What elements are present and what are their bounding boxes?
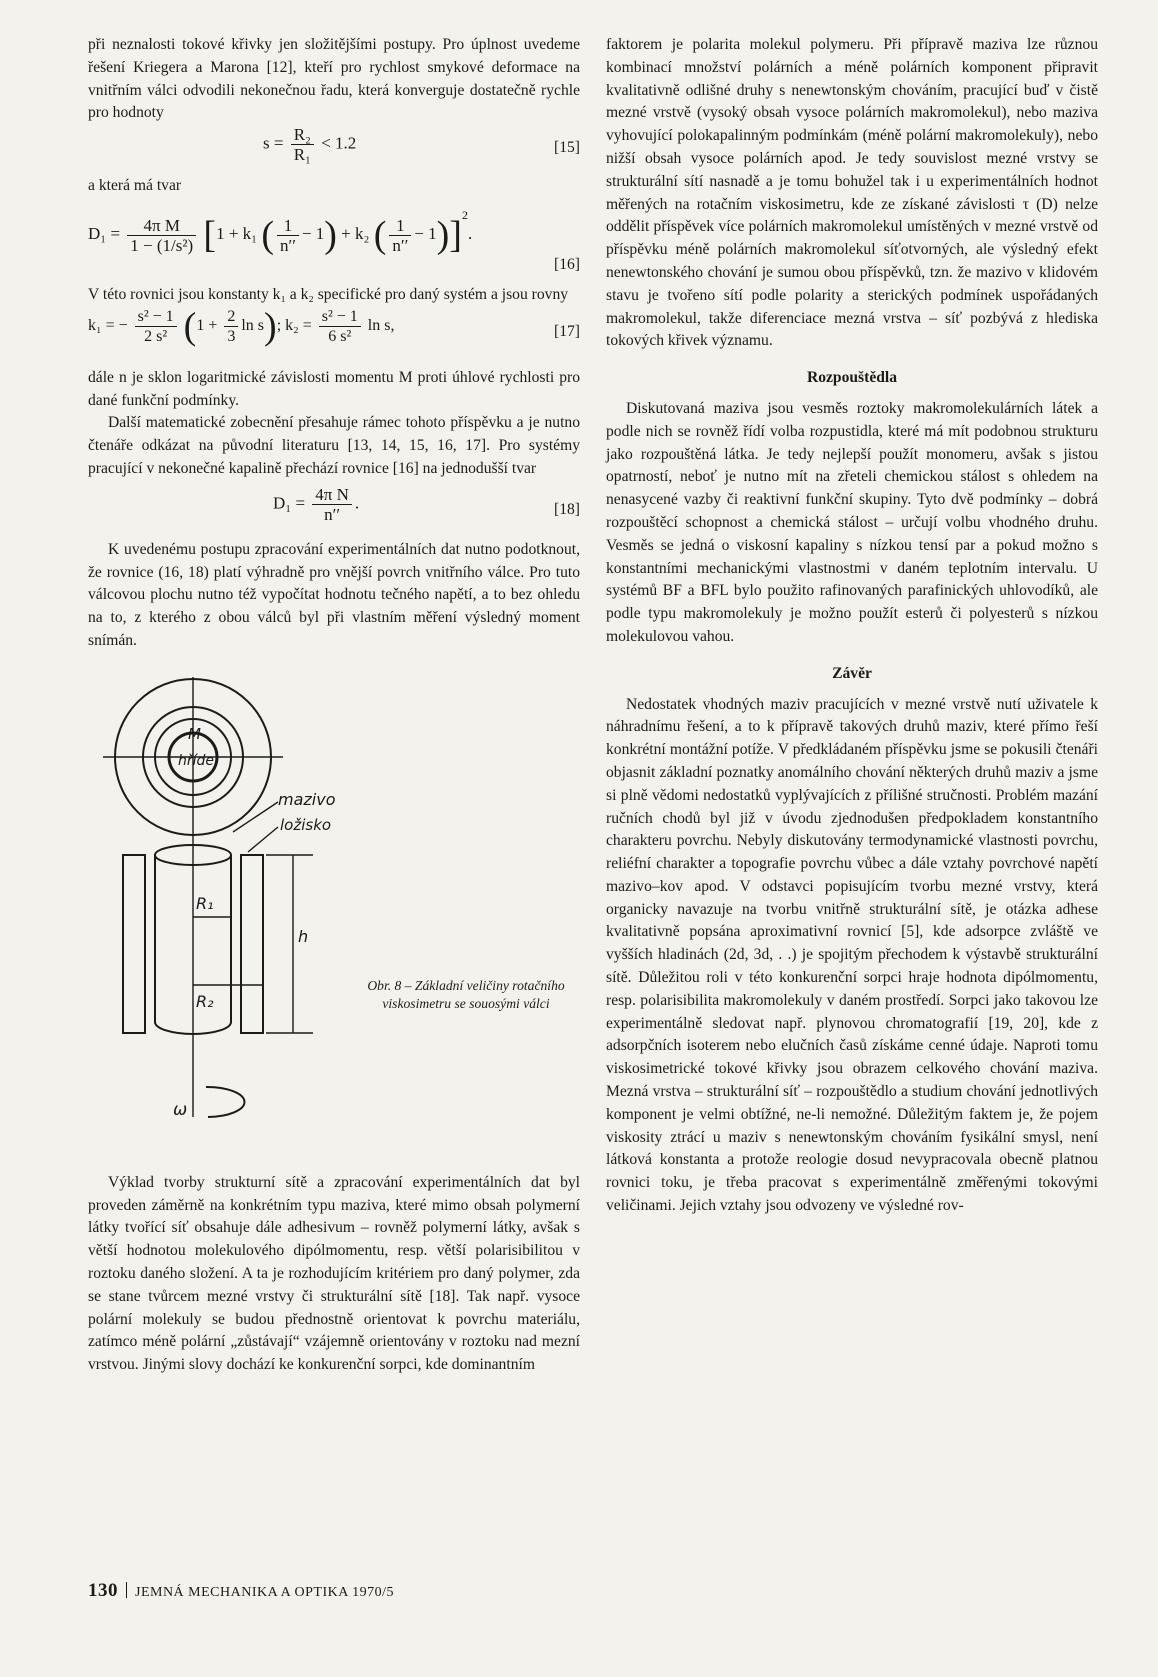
equation-number: [15] [554, 139, 580, 157]
page-number: 130 [88, 1580, 118, 1601]
figure-caption: Obr. 8 – Základní veličiny rotačního viskosimetru se souosými válci [367, 977, 565, 1011]
right-column [606, 34, 1098, 1218]
equation-number: [17] [554, 322, 580, 340]
fraction: $\frac{\text{R₂}}{\text{R₁}}$ [291, 125, 314, 164]
paragraph: a která má tvar [88, 177, 182, 195]
left-column [88, 34, 580, 1377]
fraction: $\frac{\text{4π N}}{n''}$ [312, 485, 352, 524]
paragraph: V této rovnici jsou konstanty k₁ a k₂ specifické pro daný systém a jsou rovny [88, 285, 569, 303]
page-footer [88, 1580, 394, 1602]
paragraph: Diskutovaná maziva jsou vesměs roztoky makromolekulárních látek a podle nich se rovněž řídí volba rozpustidla, které má mít podobnou strukturu jako rozpouštěná látka. Je tedy nejlepší použít monomeru, avšak s jistou opatrností, neboť je nutno mít na zřeteli chemickou stálost s ohledem na nenasycené vazby či reaktivní funkční skupiny. Tyto dvě podmínky – dobrá rozpouštěcí schopnost a chemická stálost – určují volbu vhodného druhu. Vesměs se jedná o viskosní kapaliny s nízkou tensí par a pokud možno s konstantními mechanickými vlastnostmi v daném teplotním intervalu. U systémů BF a BFL bylo použito rafinovaných parafinických uhlovodíků, ale podle typu makromolekuly je možno použít esterů či polyesterů s nízkou molekulovou vahou. [606, 399, 1098, 645]
fraction: $\frac{2}{3}$ [224, 307, 238, 346]
paragraph: Výklad tvorby strukturní sítě a zpracování experimentálních dat byl proveden záměrně na konkrétním typu maziva, které mimo obsah polymerní látky tvořící síť obsahuje dále adhesivum – rovněž polymerní látky, avšak s větší hodnotou molekulového dipólmomentu, resp. větší polarisibilitou v roztoku daného složení. A ta je rozhodujícím kritériem pro daný polymer, zda se stane tvůrcem mezné vrstvy či strukturální sítě [18]. Tak např. vysoce polární molekuly se budou přednostně orientovat k povrchu materiálu, zatímco méně polární „zůstávají“ vzájemně orientovány v roztoku nad mezní vrstvou. Jinými slovy dochází ke konkurenční sorpci, kde dominantním [88, 1173, 580, 1374]
lubricant-label: mazivo [278, 789, 336, 809]
omega-label: ω [173, 1099, 188, 1120]
fraction: $\frac{\text{4π M}}{\text{1 − (1/s²)}}$ [127, 216, 196, 255]
fraction: $\frac{\text{s² − 1}}{\text{6 s²}}$ [319, 307, 361, 346]
equation-18: D₁ = $\frac{\text{4π N}}{n''}$ . [18] [273, 484, 580, 524]
r1-label: R₁ [196, 893, 214, 913]
equation-17: k₁ = − $\frac{\text{s² − 1}}{\text{2 s²}}$ (1 + $\frac{2}{3}$ ln s); k₂ = $\frac{\text{s² − 1}}{\text{6 s²}}$ ln s, [17] [88, 305, 580, 348]
section-heading: Rozpouštědla [806, 369, 898, 387]
fraction: $\frac{1}{n''}$ [277, 216, 299, 255]
shaft-label: hřídel [178, 752, 218, 769]
paragraph: Další matematické zobecnění přesahuje rámec tohoto příspěvku a je nutno čtenáře odkázat na původní literaturu [13, 14, 15, 16, 17]. Pro systémy pracující v nekonečné kapalině přechází rovnice [16] na jednodušší tvar [88, 414, 580, 477]
viscometer-diagram [88, 677, 580, 1142]
fraction: $\frac{1}{n''}$ [389, 216, 411, 255]
equation-number: [18] [554, 500, 580, 518]
paragraph: při neznalosti tokové křivky jen složitějšími postupy. Pro úplnost uvedeme řešení Kriegera a Marona [12], kteří pro rychlost smykové deformace na vnitřním válci odvodili nekonečnou řadu, která konverguje dostatečně rychle pro hodnoty [88, 36, 580, 122]
fraction: $\frac{\text{s² − 1}}{\text{2 s²}}$ [135, 307, 177, 346]
section-heading: Závěr [832, 664, 872, 682]
equation-15: s = $\frac{\text{R₂}}{\text{R₁}}$ < 1.2 [15] [263, 125, 580, 165]
figure-8 [88, 677, 580, 1142]
equation-16: D₁ = $\frac{\text{4π M}}{\text{1 − (1/s²)}}$ [1 + k₁ ( $\frac{1}{n''}$ − 1) + k₂ ( $\frac{1}{n''}$ − 1)]$^2$. [88, 207, 473, 257]
moment-label: M [188, 724, 201, 743]
journal-name: JEMNÁ MECHANIKA A OPTIKA 1970/5 [135, 1585, 394, 1600]
paragraph: faktorem je polarita molekul polymeru. Při přípravě maziva lze různou kombinací množství polárních a méně polárních komponent připravit kvalitativně odlišné druhy s nenewtonským chováním, pracující buď v čistě mezné vrstvě (vysoký obsah vysoce polárních makromolekul), nebo maziva vyhovující polokapalinným podmínkám (méně polární makromolekuly), nebo nižší obsah vysoce polárních apod. Je tedy souvislost mezné vrstvy se strukturální sítí nasnadě a je tomu bohužel tak i u experimentálních hodnot měřených na rotačním viskosimetru, kde ze získané závislosti τ (D) nelze oddělit příspěvek více polárních makromolekul umístěných v mezné vrstvě od příspěvku méně polárních makromolekul síťotvorných, ale výsledný efekt nenewtonského chování je sumou obou příspěvků, tzn. že mazivo v klidovém stavu je tvořeno sítí podle polarity a sterických podmínek uspořádaných makromolekul, takže diferenciace mezná vrstva – síť pozbývá z hlediska tokových křivek významu. [606, 36, 1098, 350]
r2-label: R₂ [196, 991, 214, 1011]
paragraph: K uvedenému postupu zpracování experimentálních dat nutno podotknout, že rovnice (16, 18) platí výhradně pro vnější povrch vnitřního válce. Pro tuto válcovou plochu nutno též vypočítat hodnotu tečného napětí, a to bez ohledu na to, z kterého z obou válců byl při vlastním měření výsledný moment snímán. [88, 540, 580, 649]
height-label: h [298, 926, 309, 946]
bearing-label: ložisko [280, 815, 332, 834]
paragraph: Nedostatek vhodných maziv pracujících v mezné vrstvě nutí uživatele k náhradnímu řešení, a to k přípravě takových druhů maziv, které přímo řeší konkrétní montážní potíže. V předkládaném příspěvku jsme se pokusili čtenáři objasnit základní poznatky anomálního chování některých druhů maziv a jsme si plně vědomi nedostatků vyplývajících z přílišné stručnosti. Problém mazání ručních chodů byl již v úvodu zjednodušen předpokladem konstantního charakteru povrchu. Nebyly diskutovány termodynamické vlastnosti povrchu, reliéfní charakter a topografie povrchu vůbec a dále vztahy povrchové napětí mazivo–kov apod. V odstavci popisujícím tvorbu mezné vrstvy, která organicky navazuje na tvorbu vnitřně strukturální sítě, je otázka adhese kvalitativně popsána aproximativní rovnicí [5], kde adsorpce zvláště ve vyšších hladinách (2d, 3d, . .) je spojitým přechodem k výstavbě strukturální sítě. Důležitou roli v této konkurenční sorpci hraje hodnota dipólmomentu, resp. polarisibilita makromolekuly v daném prostředí. Sorpci jako takovou lze experimentálně sledovat např. plynovou chromatografií [19, 20], kde z adsorpčních isoterem nebo elučních časů získáme cenné údaje. Naproti tomu viskosimetrické tokové křivky jsou obrazem celkového chování maziva. Mezná vrstva – strukturální síť – rozpouštědlo a studium chování jednotlivých komponent je velmi obtížné, ne-li nemožné. Důležitým faktem je, že pojem viskosity ztrácí u maziv s nenewtonským chováním fysikální smysl, není látková konstanta a protože reologie dosud nevypracovala obecně platnou rovnici toku, je třeba pracovat s experimentálně změřenými tokovými veličinami. Jejich vztahy jsou odvozeny ve výsledné rov- [606, 695, 1098, 1215]
paragraph: dále n je sklon logaritmické závislosti momentu M proti úhlové rychlosti pro dané funkční podmínky. [88, 368, 580, 409]
equation-number: [16] [554, 255, 580, 273]
separator [126, 1582, 127, 1598]
